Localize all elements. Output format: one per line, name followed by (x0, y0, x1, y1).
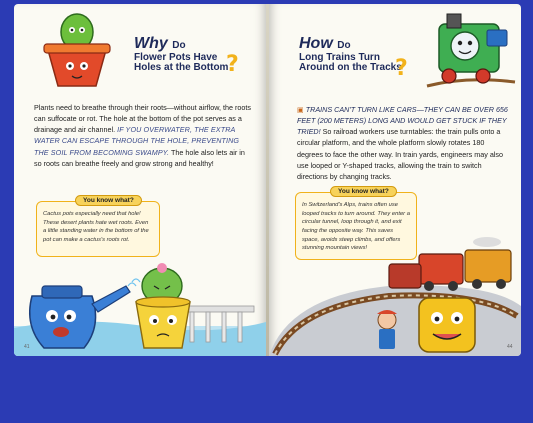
left-you-know-box (36, 197, 160, 257)
title-why: Why (134, 35, 168, 52)
title-do: Do (172, 40, 186, 51)
right-body-text (297, 104, 509, 182)
left-page-number: 41 (24, 344, 30, 350)
left-page (14, 4, 266, 356)
right-paragraph: So railroad workers use turntables: the train pulls onto a circular platform, and the whole platform slowly rotates 180 degrees to face the other way. In train yards, engineers may also use looped or Y-shaped tracks, allowing the train to switch directions by changing tracks. (297, 127, 504, 181)
train-icon: ▣ (297, 105, 304, 114)
left-emphasis: IF YOU OVERWATER, THE EXTRA WATER CAN ESCAPE THROUGH THE HOLE, PREVENTING THE SOIL FROM BECOMING SWAMPY. (34, 125, 240, 157)
title-line-1: Flower Pots Have (134, 51, 218, 63)
left-paragraph: Plants need to breathe through their roots—without airflow, the roots can suffocate or rot. The hole at the bottom of the pot serves as a drainage and air channel. (34, 103, 251, 135)
right-you-know-label: You know what? (330, 186, 397, 197)
title-line-2: Holes at the Bottom (134, 62, 229, 74)
title-how: How (299, 35, 333, 52)
cactus-pot-mascot-illustration (32, 10, 122, 90)
watering-can-cactus-illustration (14, 256, 266, 356)
question-mark-icon: ? (226, 52, 239, 77)
left-body-text (34, 102, 252, 169)
question-mark-icon: ? (395, 56, 408, 81)
right-page-number: 44 (507, 344, 513, 350)
left-you-know-label: You know what? (75, 195, 142, 206)
left-you-know-text: Cactus pots especially need that hole! These desert plants hate wet roots. Even a little standing water in the bottom of the pot can make a cactus's roots rot. (43, 211, 149, 244)
title-do: Do (337, 40, 351, 51)
left-paragraph-end: The hole also lets air in so roots can breathe freely and grow strong and healthy! (34, 147, 245, 168)
title-line-2: Around on the Tracks (299, 62, 402, 74)
right-page-title (299, 36, 402, 74)
right-lead-caps: TRAINS CAN'T TURN LIKE CARS—THEY CAN BE OVER 656 FEET (200 METERS) LONG AND WOULD GET STUCK IF THEY TRIED! (297, 105, 508, 137)
open-book (14, 4, 521, 356)
left-page-title (134, 36, 228, 74)
right-you-know-text: In Switzerland's Alps, trains often use looped tracks to turn around. They enter a circular tunnel, loop through it, and exit facing the opposite way. This saves space, avoids steep climbs, and offers stunning mountain views! (302, 202, 410, 252)
green-train-illustration (417, 10, 517, 90)
right-page (269, 4, 521, 356)
turntable-train-illustration (269, 236, 521, 356)
title-line-1: Long Trains Turn (299, 51, 380, 63)
